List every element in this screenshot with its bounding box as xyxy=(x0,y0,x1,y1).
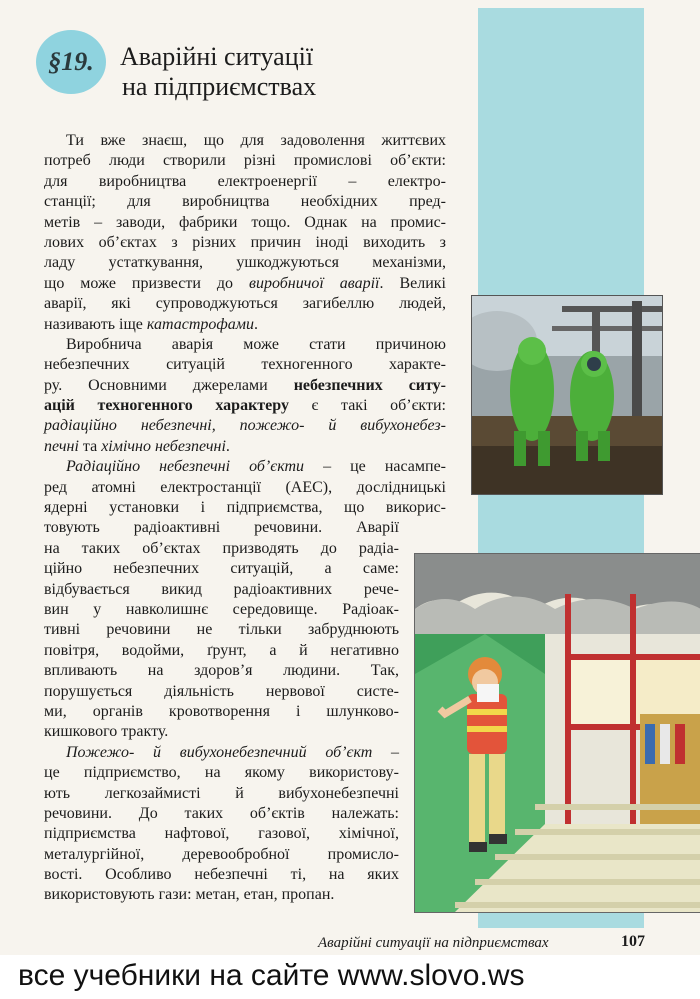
hazmat-photo-graphic xyxy=(472,296,662,494)
text-line: ладу устаткування, ушкоджуються механізми, xyxy=(44,254,446,272)
text-line: кишкового тракту. xyxy=(44,723,169,741)
text-line: аварії, які супроводжуються загибеллю людей, xyxy=(44,295,446,313)
text-line: печні та хімічно небезпечні. xyxy=(44,437,230,455)
text-line: товують радіоактивні речовини. Аварії xyxy=(44,519,399,537)
boy-illustration-graphic xyxy=(415,554,700,912)
text-line: ру. Основними джерелами небезпечних ситу- xyxy=(44,376,446,394)
text-line: вин у навколишнє середовище. Радіоак- xyxy=(44,600,399,618)
section-number: §19. xyxy=(48,47,94,76)
text-line: порушується діяльність нервової систе- xyxy=(44,682,399,700)
text-line: повітря, водойми, ґрунт, а й негативно xyxy=(44,641,399,659)
running-footer-title: Аварійні ситуації на підприємствах xyxy=(318,935,549,951)
text-line: потреб люди створили різні промислові об’єкти: xyxy=(44,152,446,170)
text-line: речовини. До таких об’єктів належать: xyxy=(44,804,399,822)
text-line: тивні речовини не тільки забруднюють xyxy=(44,621,399,639)
text-line: використовують гази: метан, етан, пропан. xyxy=(44,886,335,904)
boy-on-stairs-illustration xyxy=(414,553,700,913)
text-line: називають іще катастрофами. xyxy=(44,315,258,333)
text-line: Виробнича аварія може стати причиною xyxy=(66,335,446,353)
section-title xyxy=(120,42,450,102)
section-title-line1: Аварійні ситуації xyxy=(120,42,314,71)
text-line: ядерні установки і підприємства, що викорис- xyxy=(44,499,446,517)
section-number-badge xyxy=(36,30,106,94)
text-line: ред атомні електростанції (АЕС), дослідницькі xyxy=(44,478,446,496)
text-line: що може призвести до виробничої аварії. Великі xyxy=(44,274,446,292)
watermark-banner xyxy=(0,955,700,999)
text-line: підприємства нафтової, газової, хімічної, xyxy=(44,825,399,843)
text-line: ційно небезпечних ситуацій, а саме: xyxy=(44,560,399,578)
page-number: 107 xyxy=(621,933,645,950)
text-line: для виробництва електроенергії – електро- xyxy=(44,172,446,190)
text-line: Ти вже знаєш, що для задоволення життєвих xyxy=(66,132,446,149)
text-line: Радіаційно небезпечні об’єкти – це насампе- xyxy=(66,458,447,476)
text-line: Пожежо- й вибухонебезпечний об’єкт – xyxy=(66,743,400,761)
text-line: станції; для виробництва необхідних пред- xyxy=(44,193,446,211)
text-line: ацій техногенного характеру є такі об’єкти: xyxy=(44,397,446,415)
text-line: вості. Особливо небезпечні ті, на яких xyxy=(44,866,399,884)
text-line: лових об’єктах з різних причин іноді виходить з xyxy=(44,233,446,251)
body-text xyxy=(44,131,446,906)
hazmat-workers-photo xyxy=(471,295,663,495)
watermark-banner-text[interactable]: все учебники на сайте www.slovo.ws xyxy=(18,959,525,992)
text-line: метів – заводи, фабрики тощо. Однак на промис- xyxy=(44,213,446,231)
text-line: на таких об’єктах призводять до радіа- xyxy=(44,539,399,557)
text-line: ють легкозаймисті й вибухонебезпечні xyxy=(44,784,399,802)
text-line: відбувається викид радіоактивних рече- xyxy=(44,580,399,598)
section-title-line2: на підприємствах xyxy=(122,72,317,101)
text-line: це підприємство, на якому використову- xyxy=(44,764,399,782)
text-line: впливають на здоров’я людини. Так, xyxy=(44,662,399,680)
text-line: небезпечних ситуацій техногенного характе- xyxy=(44,356,446,374)
text-line: металургійної, деревообробної промисло- xyxy=(44,845,399,863)
text-line: ми, органів кровотворення і шлунково- xyxy=(44,702,399,720)
text-line: радіаційно небезпечні, пожежо- й вибухонебез- xyxy=(44,417,446,435)
